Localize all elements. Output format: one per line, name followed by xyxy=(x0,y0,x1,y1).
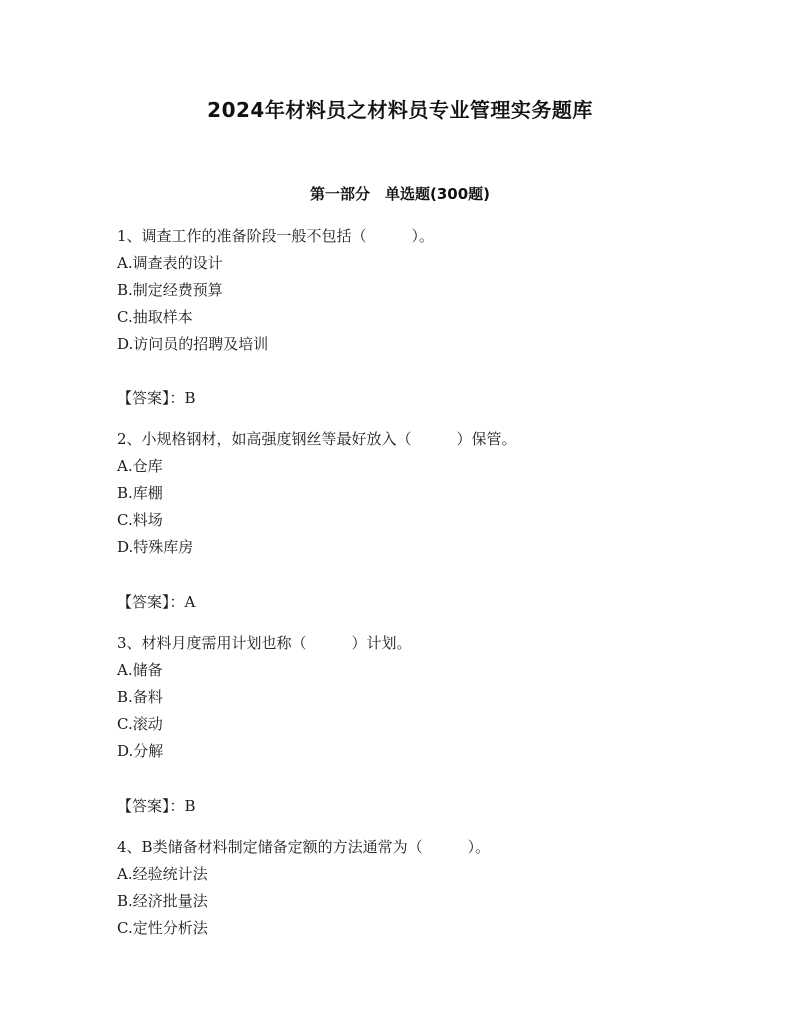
question-3-stem: 3、材料月度需用计划也称（ ）计划。 xyxy=(117,634,412,652)
question-3-option-b: B.备料 xyxy=(117,688,163,706)
question-1-answer: 【答案】：B xyxy=(117,389,196,407)
question-1-option-c: C.抽取样本 xyxy=(117,308,193,326)
question-2-option-c: C.料场 xyxy=(117,511,163,529)
question-2-answer: 【答案】：A xyxy=(117,593,196,611)
question-2-stem: 2、小规格钢材，如高强度钢丝等最好放入（ ）保管。 xyxy=(117,430,517,448)
question-3-answer: 【答案】：B xyxy=(117,797,196,815)
document-title: 2024年材料员之材料员专业管理实务题库 xyxy=(207,98,593,122)
question-3-option-c: C.滚动 xyxy=(117,715,163,733)
question-2-option-d: D.特殊库房 xyxy=(117,538,194,556)
question-1-option-b: B.制定经费预算 xyxy=(117,281,223,299)
question-2-option-a: A.仓库 xyxy=(117,457,163,475)
question-4-option-b: B.经济批量法 xyxy=(117,892,208,910)
question-4-option-c: C.定性分析法 xyxy=(117,919,208,937)
question-4-stem: 4、B类储备材料制定储备定额的方法通常为（ ）。 xyxy=(117,838,491,856)
question-3-option-d: D.分解 xyxy=(117,742,164,760)
question-1-option-d: D.访问员的招聘及培训 xyxy=(117,335,269,353)
question-3-option-a: A.储备 xyxy=(117,661,163,679)
section-title: 第一部分 单选题(300题) xyxy=(309,185,491,203)
question-1-stem: 1、调查工作的准备阶段一般不包括（ ）。 xyxy=(117,227,435,245)
question-4-option-a: A.经验统计法 xyxy=(117,865,208,883)
question-1-option-a: A.调查表的设计 xyxy=(117,254,223,272)
question-2-option-b: B.库棚 xyxy=(117,484,163,502)
